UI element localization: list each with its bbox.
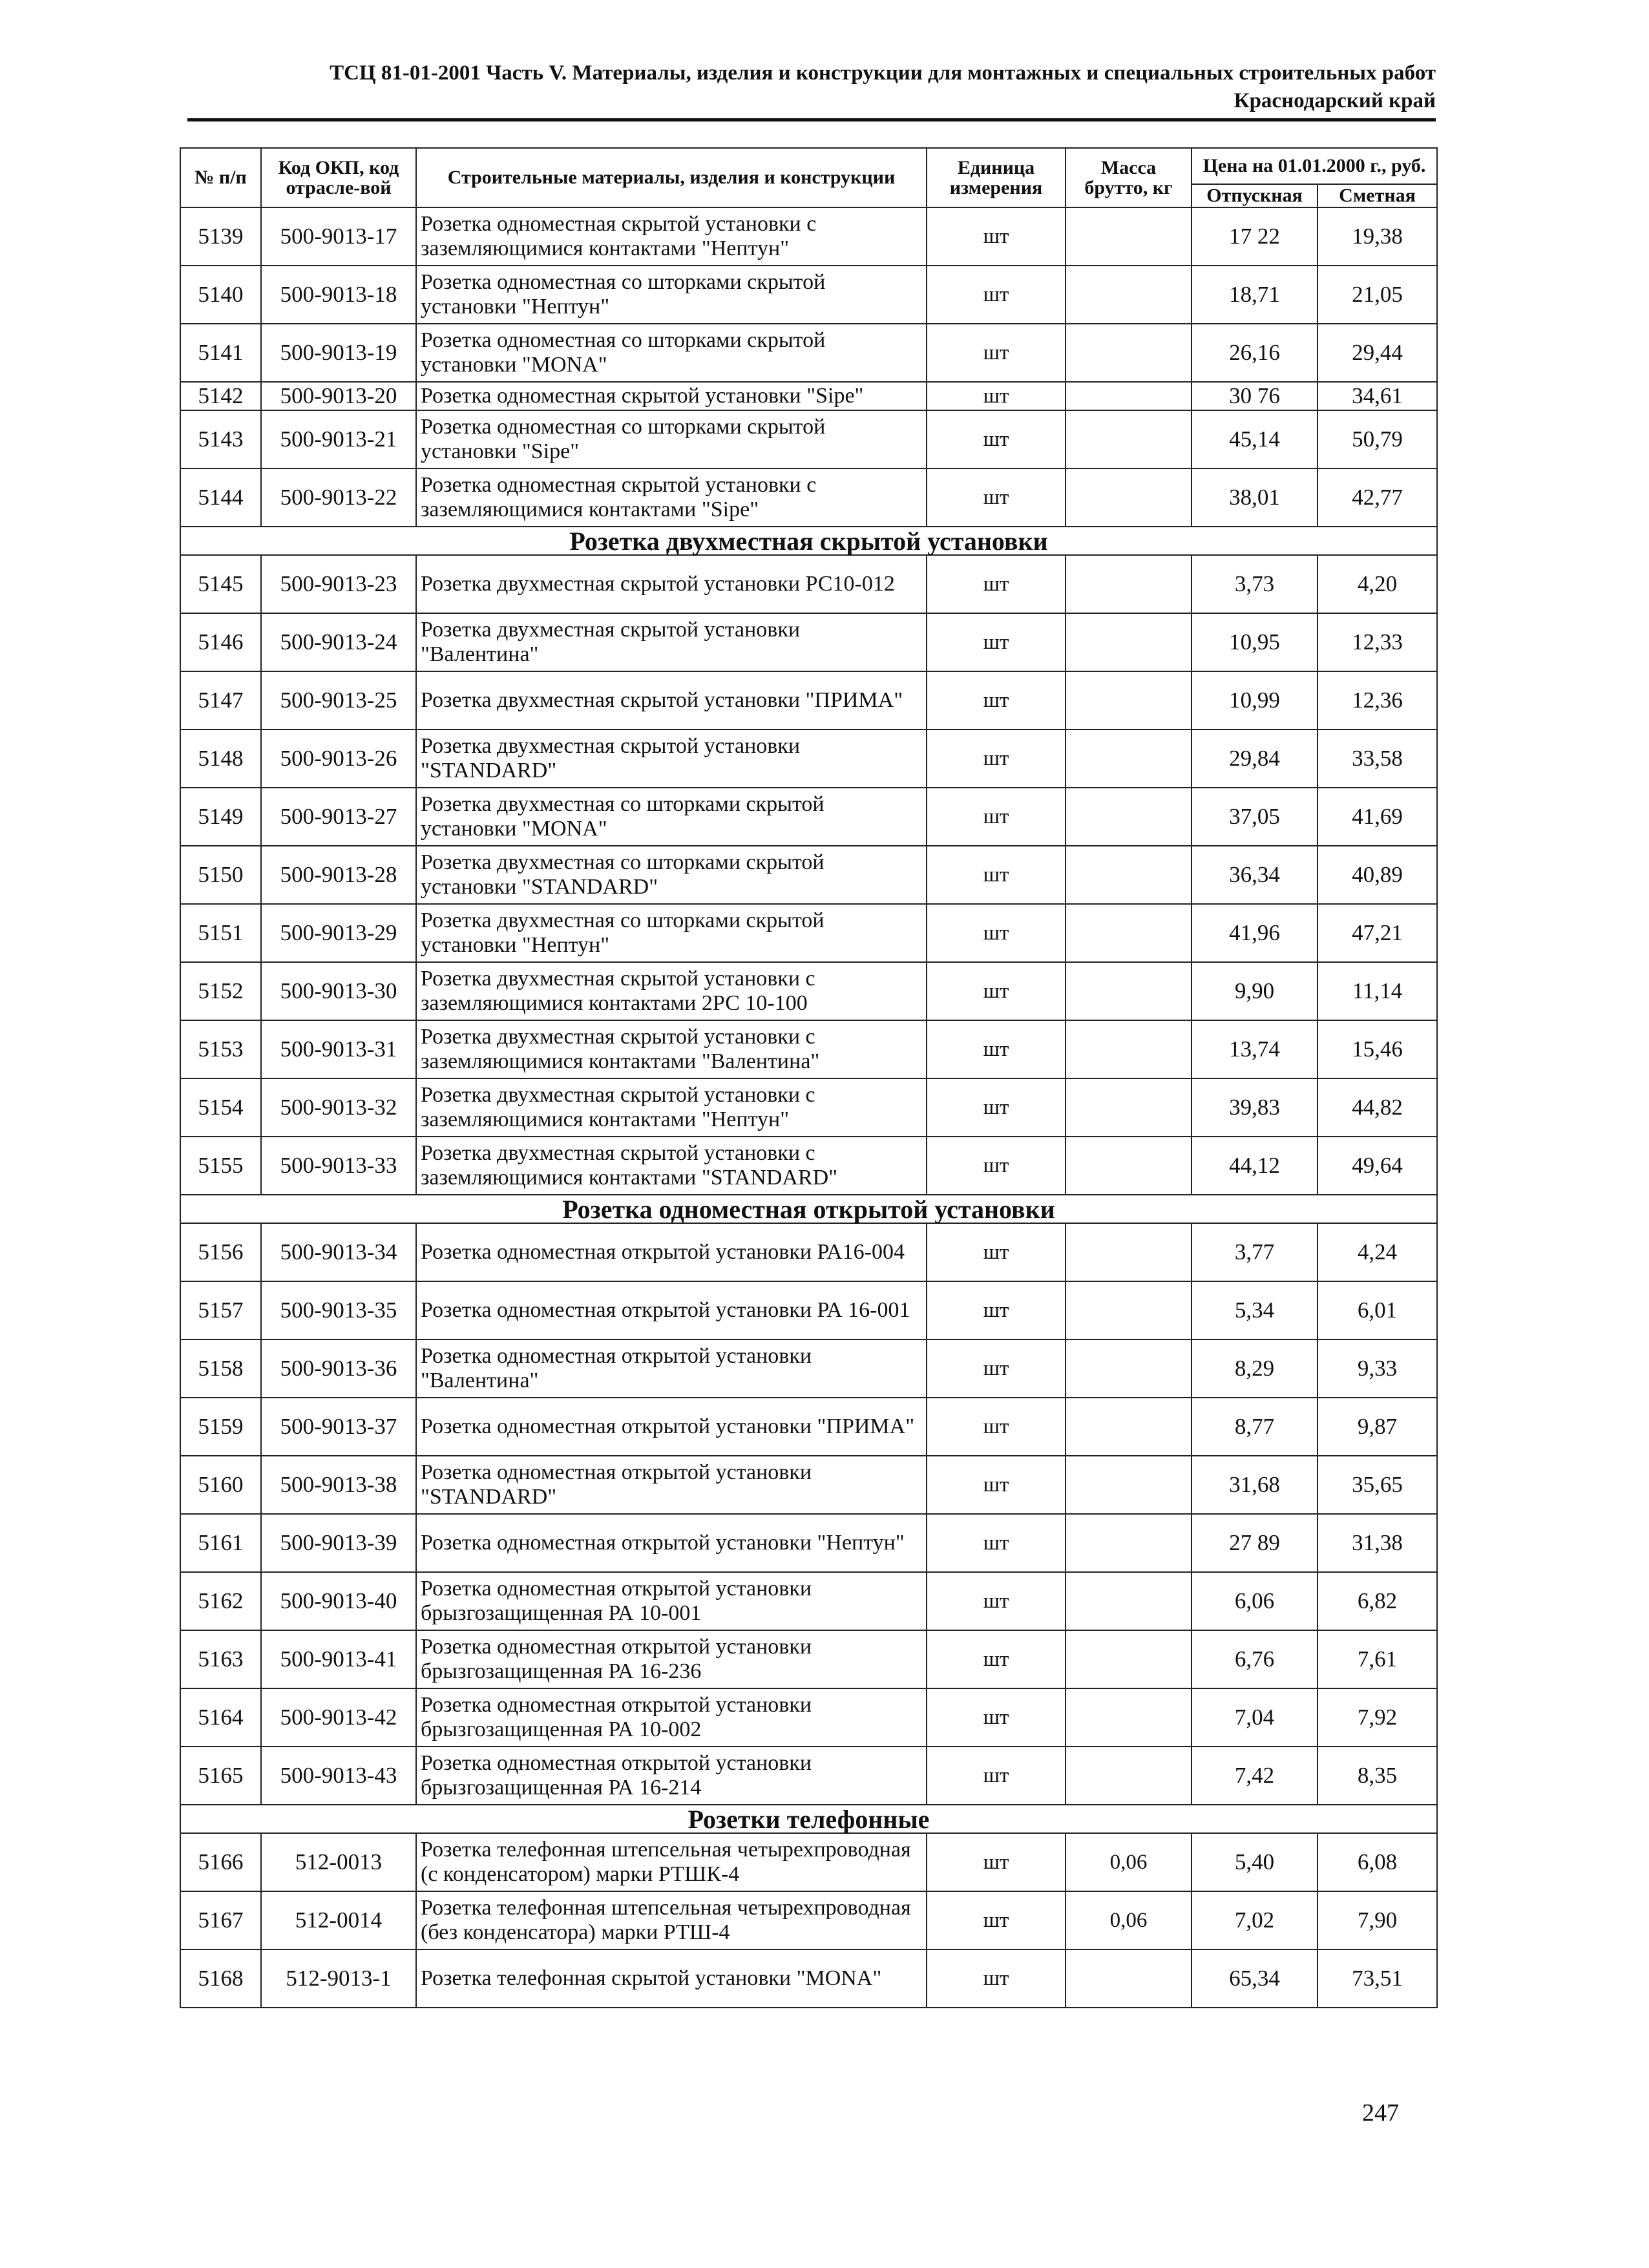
item-code: 500-9013-20 — [261, 382, 416, 410]
item-unit: шт — [927, 1688, 1066, 1747]
item-code: 500-9013-30 — [261, 962, 416, 1020]
item-number: 5162 — [180, 1572, 261, 1630]
item-code: 500-9013-33 — [261, 1137, 416, 1195]
item-mass — [1066, 1223, 1192, 1281]
item-price-release: 31,68 — [1192, 1456, 1318, 1514]
item-price-estimate: 29,44 — [1318, 324, 1437, 382]
item-unit: шт — [927, 730, 1066, 788]
item-mass: 0,06 — [1066, 1833, 1192, 1891]
item-name: Розетка двухместная скрытой установки "ПРИМА" — [416, 671, 927, 730]
item-price-estimate: 31,38 — [1318, 1514, 1437, 1572]
col-header-code: Код ОКП, код отрасле-вой — [261, 148, 416, 207]
item-price-release: 6,06 — [1192, 1572, 1318, 1630]
item-code: 500-9013-42 — [261, 1688, 416, 1747]
item-unit: шт — [927, 266, 1066, 324]
item-unit: шт — [927, 1456, 1066, 1514]
item-code: 500-9013-41 — [261, 1630, 416, 1688]
item-code: 500-9013-38 — [261, 1456, 416, 1514]
item-mass — [1066, 324, 1192, 382]
item-mass — [1066, 1281, 1192, 1339]
item-price-estimate: 33,58 — [1318, 730, 1437, 788]
table-row — [180, 1281, 1437, 1339]
item-price-estimate: 21,05 — [1318, 266, 1437, 324]
item-price-estimate: 9,87 — [1318, 1398, 1437, 1456]
table-row — [180, 1688, 1437, 1747]
item-price-estimate: 41,69 — [1318, 788, 1437, 846]
item-price-release: 13,74 — [1192, 1020, 1318, 1078]
item-number: 5148 — [180, 730, 261, 788]
item-name: Розетка одноместная открытой установки РА 16-001 — [416, 1281, 927, 1339]
item-price-release: 26,16 — [1192, 324, 1318, 382]
item-price-estimate: 7,90 — [1318, 1891, 1437, 1949]
item-mass — [1066, 1514, 1192, 1572]
item-number: 5161 — [180, 1514, 261, 1572]
table-row — [180, 1137, 1437, 1195]
item-number: 5140 — [180, 266, 261, 324]
col-header-price-estimate: Сметная — [1318, 184, 1437, 207]
item-number: 5143 — [180, 410, 261, 468]
item-price-estimate: 49,64 — [1318, 1137, 1437, 1195]
table-row — [180, 1398, 1437, 1456]
item-number: 5147 — [180, 671, 261, 730]
price-table — [180, 147, 1438, 2008]
item-mass — [1066, 382, 1192, 410]
item-unit: шт — [927, 468, 1066, 527]
item-price-estimate: 12,36 — [1318, 671, 1437, 730]
item-name: Розетка телефонная штепсельная четырехпроводная (с конденсатором) марки РТШК-4 — [416, 1833, 927, 1891]
page-number: 247 — [1362, 2099, 1399, 2126]
item-number: 5141 — [180, 324, 261, 382]
item-price-estimate: 47,21 — [1318, 904, 1437, 962]
item-mass — [1066, 1137, 1192, 1195]
item-price-release: 5,34 — [1192, 1281, 1318, 1339]
item-name: Розетка двухместная со шторками скрытой установки "Нептун" — [416, 904, 927, 962]
item-number: 5165 — [180, 1747, 261, 1805]
item-code: 500-9013-31 — [261, 1020, 416, 1078]
item-code: 500-9013-17 — [261, 207, 416, 266]
item-code: 500-9013-27 — [261, 788, 416, 846]
item-price-release: 30 76 — [1192, 382, 1318, 410]
table-row — [180, 730, 1437, 788]
item-code: 512-9013-1 — [261, 1949, 416, 2008]
item-name: Розетка двухместная скрытой установки "STANDARD" — [416, 730, 927, 788]
item-unit: шт — [927, 671, 1066, 730]
item-code: 500-9013-29 — [261, 904, 416, 962]
item-price-release: 65,34 — [1192, 1949, 1318, 2008]
table-row — [180, 1020, 1437, 1078]
table-row — [180, 382, 1437, 410]
table-row — [180, 468, 1437, 527]
item-mass — [1066, 1630, 1192, 1688]
item-price-estimate: 44,82 — [1318, 1078, 1437, 1137]
table-row — [180, 555, 1437, 613]
item-price-release: 36,34 — [1192, 846, 1318, 904]
table-row — [180, 671, 1437, 730]
item-mass — [1066, 207, 1192, 266]
item-code: 500-9013-35 — [261, 1281, 416, 1339]
item-price-estimate: 40,89 — [1318, 846, 1437, 904]
item-unit: шт — [927, 324, 1066, 382]
table-row — [180, 1223, 1437, 1281]
item-unit: шт — [927, 1833, 1066, 1891]
item-mass — [1066, 1572, 1192, 1630]
item-price-release: 6,76 — [1192, 1630, 1318, 1688]
item-mass — [1066, 671, 1192, 730]
item-unit: шт — [927, 1630, 1066, 1688]
item-number: 5154 — [180, 1078, 261, 1137]
item-unit: шт — [927, 962, 1066, 1020]
item-name: Розетка одноместная открытой установки брызгозащищенная РА 16-214 — [416, 1747, 927, 1805]
table-row — [180, 788, 1437, 846]
item-mass — [1066, 1456, 1192, 1514]
item-mass — [1066, 1020, 1192, 1078]
item-price-release: 8,29 — [1192, 1339, 1318, 1398]
item-number: 5149 — [180, 788, 261, 846]
item-price-release: 27 89 — [1192, 1514, 1318, 1572]
item-mass — [1066, 613, 1192, 671]
section-row — [180, 1805, 1437, 1833]
item-mass — [1066, 788, 1192, 846]
item-price-release: 18,71 — [1192, 266, 1318, 324]
item-code: 500-9013-34 — [261, 1223, 416, 1281]
item-unit: шт — [927, 1398, 1066, 1456]
item-name: Розетка одноместная со шторками скрытой установки "Sipe" — [416, 410, 927, 468]
table-row — [180, 1833, 1437, 1891]
table-row — [180, 1891, 1437, 1949]
item-name: Розетка двухместная скрытой установки РС10-012 — [416, 555, 927, 613]
table-row — [180, 1456, 1437, 1514]
item-price-release: 3,73 — [1192, 555, 1318, 613]
section-heading: Розетки телефонные — [180, 1805, 1437, 1833]
item-name: Розетка одноместная скрытой установки "Sipe" — [416, 382, 927, 410]
item-code: 500-9013-24 — [261, 613, 416, 671]
item-unit: шт — [927, 1078, 1066, 1137]
section-row — [180, 1195, 1437, 1223]
item-name: Розетка двухместная скрытой установки с заземляющимися контактами "STANDARD" — [416, 1137, 927, 1195]
item-unit: шт — [927, 1223, 1066, 1281]
table-body — [180, 207, 1437, 2008]
item-price-estimate: 73,51 — [1318, 1949, 1437, 2008]
item-price-estimate: 4,20 — [1318, 555, 1437, 613]
table-row — [180, 324, 1437, 382]
item-mass — [1066, 410, 1192, 468]
item-name: Розетка одноместная открытой установки "ПРИМА" — [416, 1398, 927, 1456]
item-name: Розетка одноместная открытой установки брызгозащищенная РА 10-002 — [416, 1688, 927, 1747]
item-code: 500-9013-36 — [261, 1339, 416, 1398]
item-mass — [1066, 266, 1192, 324]
table-row — [180, 1747, 1437, 1805]
item-unit: шт — [927, 846, 1066, 904]
item-name: Розетка двухместная скрытой установки "Валентина" — [416, 613, 927, 671]
item-price-estimate: 50,79 — [1318, 410, 1437, 468]
item-name: Розетка двухместная со шторками скрытой установки "MONA" — [416, 788, 927, 846]
item-name: Розетка одноместная скрытой установки с заземляющимися контактами "Нептун" — [416, 207, 927, 266]
item-mass — [1066, 730, 1192, 788]
item-price-estimate: 34,61 — [1318, 382, 1437, 410]
item-price-release: 10,95 — [1192, 613, 1318, 671]
item-code: 500-9013-43 — [261, 1747, 416, 1805]
item-unit: шт — [927, 1891, 1066, 1949]
document-title: ТСЦ 81-01-2001 Часть V. Материалы, изделия и конструкции для монтажных и специальных строительных работ — [330, 61, 1436, 85]
table-row — [180, 1630, 1437, 1688]
item-name: Розетка двухместная со шторками скрытой установки "STANDARD" — [416, 846, 927, 904]
table-row — [180, 410, 1437, 468]
item-code: 500-9013-28 — [261, 846, 416, 904]
item-unit: шт — [927, 1020, 1066, 1078]
item-name: Розетка одноместная открытой установки РА16-004 — [416, 1223, 927, 1281]
item-code: 500-9013-25 — [261, 671, 416, 730]
item-unit: шт — [927, 1572, 1066, 1630]
item-unit: шт — [927, 613, 1066, 671]
item-name: Розетка одноместная открытой установки "Валентина" — [416, 1339, 927, 1398]
item-number: 5144 — [180, 468, 261, 527]
item-name: Розетка телефонная скрытой установки "MONA" — [416, 1949, 927, 2008]
item-mass — [1066, 468, 1192, 527]
item-unit: шт — [927, 788, 1066, 846]
section-row — [180, 527, 1437, 555]
item-price-release: 44,12 — [1192, 1137, 1318, 1195]
table-row — [180, 266, 1437, 324]
item-mass: 0,06 — [1066, 1891, 1192, 1949]
table-row — [180, 962, 1437, 1020]
item-number: 5166 — [180, 1833, 261, 1891]
item-number: 5158 — [180, 1339, 261, 1398]
col-header-price: Цена на 01.01.2000 г., руб. — [1192, 148, 1437, 184]
item-unit: шт — [927, 1949, 1066, 2008]
item-unit: шт — [927, 410, 1066, 468]
item-price-release: 7,04 — [1192, 1688, 1318, 1747]
item-name: Розетка одноместная открытой установки "STANDARD" — [416, 1456, 927, 1514]
item-price-estimate: 19,38 — [1318, 207, 1437, 266]
item-price-estimate: 7,92 — [1318, 1688, 1437, 1747]
item-price-release: 7,02 — [1192, 1891, 1318, 1949]
table-row — [180, 1572, 1437, 1630]
table-row — [180, 1949, 1437, 2008]
item-price-estimate: 8,35 — [1318, 1747, 1437, 1805]
item-price-estimate: 9,33 — [1318, 1339, 1437, 1398]
item-code: 512-0013 — [261, 1833, 416, 1891]
item-code: 500-9013-21 — [261, 410, 416, 468]
item-unit: шт — [927, 1747, 1066, 1805]
item-number: 5142 — [180, 382, 261, 410]
item-price-release: 10,99 — [1192, 671, 1318, 730]
item-price-estimate: 7,61 — [1318, 1630, 1437, 1688]
item-price-release: 29,84 — [1192, 730, 1318, 788]
item-unit: шт — [927, 904, 1066, 962]
item-number: 5145 — [180, 555, 261, 613]
item-name: Розетка одноместная со шторками скрытой установки "MONA" — [416, 324, 927, 382]
item-name: Розетка одноместная открытой установки брызгозащищенная РА 10-001 — [416, 1572, 927, 1630]
item-price-estimate: 6,08 — [1318, 1833, 1437, 1891]
item-price-release: 9,90 — [1192, 962, 1318, 1020]
item-price-release: 5,40 — [1192, 1833, 1318, 1891]
item-code: 500-9013-23 — [261, 555, 416, 613]
item-mass — [1066, 1398, 1192, 1456]
item-name: Розетка одноместная открытой установки брызгозащищенная РА 16-236 — [416, 1630, 927, 1688]
item-number: 5163 — [180, 1630, 261, 1688]
item-code: 512-0014 — [261, 1891, 416, 1949]
section-heading: Розетка двухместная скрытой установки — [180, 527, 1437, 555]
item-number: 5160 — [180, 1456, 261, 1514]
item-mass — [1066, 962, 1192, 1020]
item-number: 5139 — [180, 207, 261, 266]
table-row — [180, 904, 1437, 962]
item-price-estimate: 15,46 — [1318, 1020, 1437, 1078]
item-price-estimate: 12,33 — [1318, 613, 1437, 671]
item-code: 500-9013-26 — [261, 730, 416, 788]
item-code: 500-9013-19 — [261, 324, 416, 382]
item-number: 5159 — [180, 1398, 261, 1456]
table-row — [180, 1339, 1437, 1398]
item-number: 5155 — [180, 1137, 261, 1195]
item-number: 5146 — [180, 613, 261, 671]
col-header-name: Строительные материалы, изделия и конструкции — [416, 148, 927, 207]
item-price-estimate: 35,65 — [1318, 1456, 1437, 1514]
section-heading: Розетка одноместная открытой установки — [180, 1195, 1437, 1223]
item-number: 5156 — [180, 1223, 261, 1281]
item-mass — [1066, 846, 1192, 904]
table-row — [180, 1078, 1437, 1137]
item-price-estimate: 6,82 — [1318, 1572, 1437, 1630]
item-number: 5164 — [180, 1688, 261, 1747]
item-price-release: 39,83 — [1192, 1078, 1318, 1137]
item-price-estimate: 6,01 — [1318, 1281, 1437, 1339]
item-price-release: 8,77 — [1192, 1398, 1318, 1456]
item-unit: шт — [927, 1339, 1066, 1398]
table-row — [180, 613, 1437, 671]
col-header-num: № п/п — [180, 148, 261, 207]
col-header-price-release: Отпускная — [1192, 184, 1318, 207]
item-number: 5157 — [180, 1281, 261, 1339]
item-price-release: 38,01 — [1192, 468, 1318, 527]
item-code: 500-9013-18 — [261, 266, 416, 324]
item-name: Розетка телефонная штепсельная четырехпроводная (без конденсатора) марки РТШ-4 — [416, 1891, 927, 1949]
item-price-release: 17 22 — [1192, 207, 1318, 266]
item-number: 5153 — [180, 1020, 261, 1078]
item-code: 500-9013-39 — [261, 1514, 416, 1572]
item-price-release: 41,96 — [1192, 904, 1318, 962]
item-code: 500-9013-40 — [261, 1572, 416, 1630]
col-header-mass: Масса брутто, кг — [1066, 148, 1192, 207]
item-code: 500-9013-32 — [261, 1078, 416, 1137]
item-name: Розетка двухместная скрытой установки с заземляющимися контактами "Нептун" — [416, 1078, 927, 1137]
header-rule — [187, 118, 1436, 121]
item-unit: шт — [927, 1281, 1066, 1339]
item-price-estimate: 11,14 — [1318, 962, 1437, 1020]
item-unit: шт — [927, 382, 1066, 410]
item-mass — [1066, 1078, 1192, 1137]
item-unit: шт — [927, 1514, 1066, 1572]
item-price-estimate: 4,24 — [1318, 1223, 1437, 1281]
item-mass — [1066, 904, 1192, 962]
item-name: Розетка одноместная открытой установки "Нептун" — [416, 1514, 927, 1572]
item-number: 5168 — [180, 1949, 261, 2008]
item-unit: шт — [927, 207, 1066, 266]
table-row — [180, 207, 1437, 266]
item-price-release: 3,77 — [1192, 1223, 1318, 1281]
item-mass — [1066, 1688, 1192, 1747]
table-row — [180, 846, 1437, 904]
item-number: 5151 — [180, 904, 261, 962]
item-mass — [1066, 1339, 1192, 1398]
item-number: 5167 — [180, 1891, 261, 1949]
item-code: 500-9013-37 — [261, 1398, 416, 1456]
item-number: 5152 — [180, 962, 261, 1020]
item-mass — [1066, 1949, 1192, 2008]
item-price-estimate: 42,77 — [1318, 468, 1437, 527]
item-name: Розетка двухместная скрытой установки с заземляющимися контактами "Валентина" — [416, 1020, 927, 1078]
item-mass — [1066, 555, 1192, 613]
item-code: 500-9013-22 — [261, 468, 416, 527]
col-header-unit: Единица измерения — [927, 148, 1066, 207]
item-price-release: 45,14 — [1192, 410, 1318, 468]
item-name: Розетка одноместная со шторками скрытой установки "Нептун" — [416, 266, 927, 324]
item-number: 5150 — [180, 846, 261, 904]
table-row — [180, 1514, 1437, 1572]
region-label: Краснодарский край — [1234, 89, 1436, 112]
item-price-release: 37,05 — [1192, 788, 1318, 846]
item-name: Розетка одноместная скрытой установки с заземляющимися контактами "Sipe" — [416, 468, 927, 527]
item-mass — [1066, 1747, 1192, 1805]
item-name: Розетка двухместная скрытой установки с заземляющимися контактами 2РС 10-100 — [416, 962, 927, 1020]
item-unit: шт — [927, 555, 1066, 613]
page-header — [187, 61, 1436, 121]
item-unit: шт — [927, 1137, 1066, 1195]
item-price-release: 7,42 — [1192, 1747, 1318, 1805]
